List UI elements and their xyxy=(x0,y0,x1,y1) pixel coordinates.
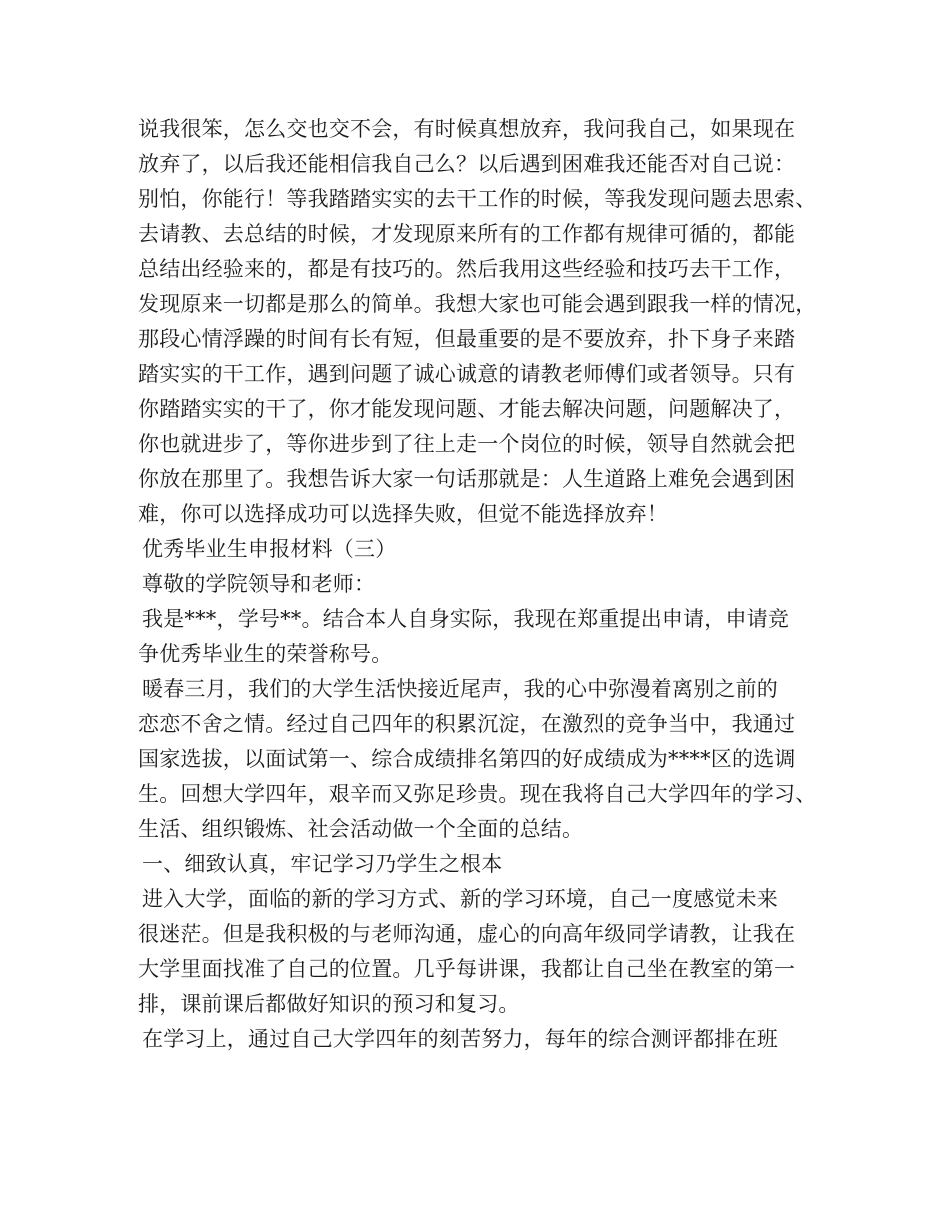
salutation: 尊敬的学院领导和老师： xyxy=(142,572,376,596)
text-line: 生。回想大学四年，艰辛而又弥足珍贵。现在我将自己大学四年的学习、 xyxy=(138,782,817,806)
text-line: 我是***，学号**。结合本人自身实际，我现在郑重提出申请，申请竞 xyxy=(142,607,790,631)
text-line: 难，你可以选择成功可以选择失败，但觉不能选择放弃！ xyxy=(138,502,668,526)
text-line: 进入大学，面临的新的学习方式、新的学习环境，自己一度感觉未来 xyxy=(142,887,778,911)
text-line: 生活、组织锻炼、社会活动做一个全面的总结。 xyxy=(138,817,584,841)
text-line: 别怕，你能行！等我踏踏实实的去干工作的时候，等我发现问题去思索、 xyxy=(138,187,817,211)
text-line: 那段心情浮躁的时间有长有短，但最重要的是不要放弃，扑下身子来踏 xyxy=(138,327,796,351)
text-line: 恋恋不舍之情。经过自己四年的积累沉淀，在激烈的竞争当中，我通过 xyxy=(138,712,796,736)
text-line: 在学习上，通过自己大学四年的刻苦努力，每年的综合测评都排在班 xyxy=(142,1027,778,1051)
text-line: 说我很笨，怎么交也交不会，有时候真想放弃，我问我自己，如果现在 xyxy=(138,117,796,141)
text-line: 排，课前课后都做好知识的预习和复习。 xyxy=(138,992,520,1016)
text-line: 总结出经验来的，都是有技巧的。然后我用这些经验和技巧去干工作， xyxy=(138,257,796,281)
text-line: 发现原来一切都是那么的简单。我想大家也可能会遇到跟我一样的情况， xyxy=(138,292,817,316)
text-line: 放弃了，以后我还能相信我自己么？以后遇到困难我还能否对自己说： xyxy=(138,152,796,176)
text-line: 踏实实的干工作，遇到问题了诚心诚意的请教老师傅们或者领导。只有 xyxy=(138,362,796,386)
text-line: 很迷茫。但是我积极的与老师沟通，虚心的向高年级同学请教，让我在 xyxy=(138,922,796,946)
text-line: 你踏踏实实的干了，你才能发现问题、才能去解决问题，问题解决了， xyxy=(138,397,796,421)
text-line: 大学里面找准了自己的位置。几乎每讲课，我都让自己坐在教室的第一 xyxy=(138,957,796,981)
text-line: 争优秀毕业生的荣誉称号。 xyxy=(138,642,393,666)
text-line: 你也就进步了，等你进步到了往上走一个岗位的时候，领导自然就会把 xyxy=(138,432,796,456)
text-line: 你放在那里了。我想告诉大家一句话那就是：人生道路上难免会遇到困 xyxy=(138,467,796,491)
text-line: 暖春三月，我们的大学生活快接近尾声，我的心中弥漫着离别之前的 xyxy=(142,677,778,701)
text-line: 国家选拔，以面试第一、综合成绩排名第四的好成绩成为****区的选调 xyxy=(138,747,796,771)
text-line: 去请教、去总结的时候，才发现原来所有的工作都有规律可循的，都能 xyxy=(138,222,796,246)
subsection-heading: 一、细致认真，牢记学习乃学生之根本 xyxy=(142,852,503,876)
document-body xyxy=(138,112,828,1057)
section-title: 优秀毕业生申报材料（三） xyxy=(142,537,397,561)
